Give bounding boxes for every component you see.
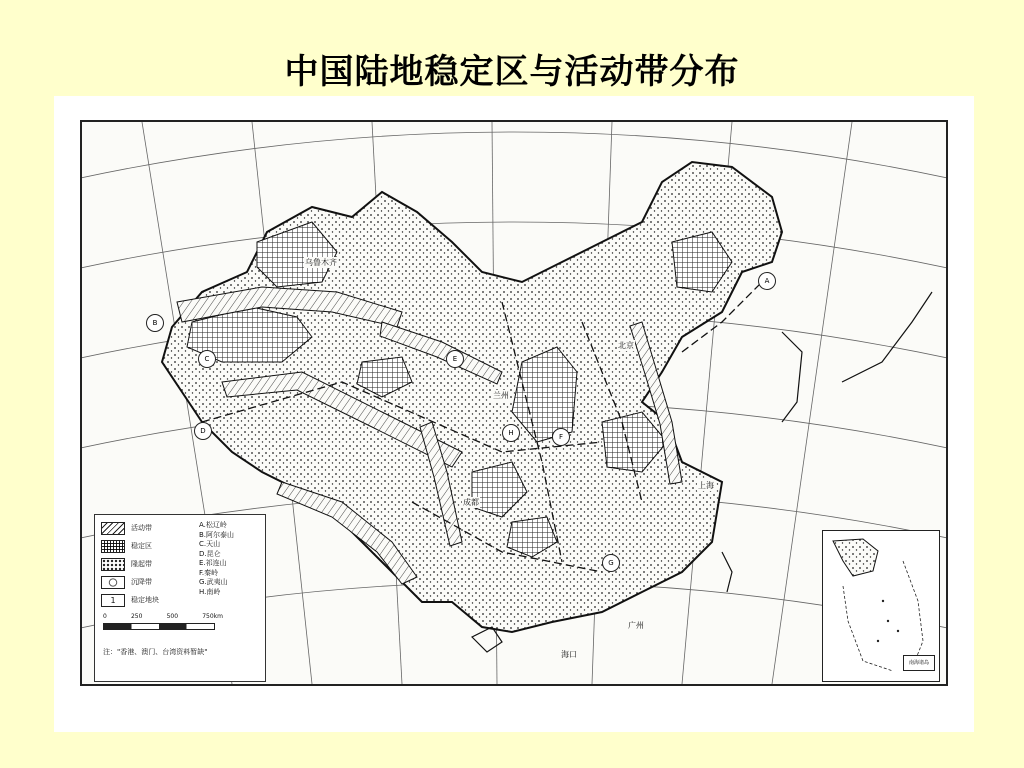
zone-badge-h: H (502, 424, 520, 442)
scale-bar (103, 623, 215, 630)
zone-item: C.天山 (199, 540, 221, 548)
zone-badge-e: E (446, 350, 464, 368)
subsidence-circle-icon (101, 576, 125, 589)
map-image (54, 96, 974, 732)
active-belt-hatch-icon (101, 522, 125, 535)
legend-label: 隆起带 (131, 560, 152, 568)
zone-badge-a: A (758, 272, 776, 290)
legend-note: 注："香港、澳门、台湾资料暂缺" (103, 648, 208, 656)
zone-item: E.祁连山 (199, 559, 227, 567)
zone-item: A.松辽岭 (199, 521, 227, 529)
zone-item: D.昆仑 (199, 549, 221, 558)
scale-tick: 0 (103, 613, 107, 620)
scale-tick: 500 (166, 613, 179, 620)
place-urumqi: 乌鲁木齐 (305, 258, 337, 267)
legend-label: 沉降带 (131, 578, 152, 586)
slide-title: 中国陆地稳定区与活动带分布 (284, 52, 740, 92)
zone-item: F.秦岭 (199, 568, 219, 577)
legend-row (101, 593, 159, 607)
scale-tick: 750km (202, 613, 223, 620)
zone-badge-g: G (602, 554, 620, 572)
legend-row (101, 557, 152, 571)
zone-badge-c: C (198, 350, 216, 368)
place-shanghai: 上海 (698, 481, 714, 490)
legend-row (101, 575, 152, 589)
zone-item: G.武夷山 (199, 578, 228, 586)
scale-tick: 250 (130, 613, 143, 620)
map-legend (94, 514, 266, 682)
legend-row (101, 521, 152, 535)
number-box-icon: 1 (101, 594, 125, 607)
place-guangzhou: 广州 (628, 621, 644, 630)
south-china-sea-inset (822, 530, 940, 682)
legend-row (101, 539, 152, 553)
zone-badge-d: D (194, 422, 212, 440)
zone-badge-f: F (552, 428, 570, 446)
place-chengdu: 成都 (463, 498, 479, 507)
legend-label: 活动带 (131, 524, 152, 532)
place-haikou: 海口 (561, 650, 577, 659)
scale-labels (103, 613, 223, 620)
inset-label: 南海诸岛 (903, 655, 935, 671)
place-beijing: 北京 (618, 341, 634, 350)
legend-label: 稳定区 (131, 542, 152, 550)
zone-badge-b: B (146, 314, 164, 332)
zone-list (199, 521, 234, 597)
zone-item: B.阿尔泰山 (199, 530, 235, 539)
map-frame (80, 120, 948, 686)
uplift-belt-dots-icon (101, 558, 125, 571)
place-lanzhou: 兰州 (493, 391, 509, 400)
zone-item: H.南岭 (199, 587, 221, 596)
stable-area-grid-icon (101, 540, 125, 553)
legend-label: 稳定地块 (131, 596, 159, 604)
